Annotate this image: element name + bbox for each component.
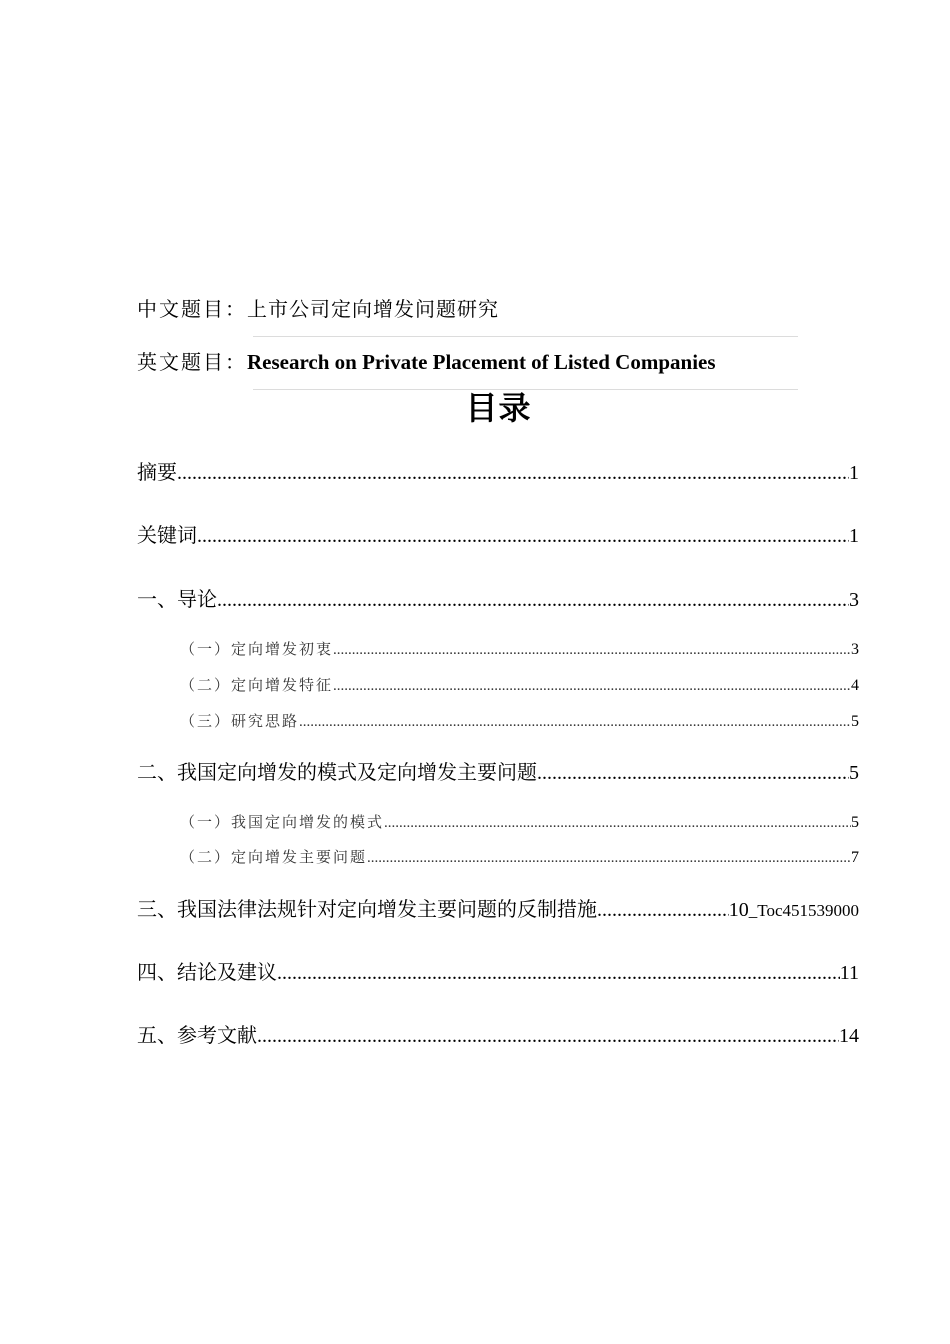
toc-leader <box>197 522 849 550</box>
toc-page-value: 10 <box>728 899 749 921</box>
toc-entry-main-issues[interactable] <box>180 846 859 869</box>
toc-entry-text: 二、我国定向增发的模式及定向增发主要问题 <box>137 760 537 784</box>
toc-entry-models[interactable] <box>180 811 859 834</box>
toc-entry-text: 摘要 <box>137 460 177 484</box>
toc-entry-countermeasures[interactable] <box>137 895 859 925</box>
cn-title-underline <box>253 336 798 337</box>
toc-entry-text: （二）定向增发特征 <box>180 676 334 694</box>
toc-entry-intro-approach[interactable] <box>180 710 859 733</box>
toc-entry-text: 四、结论及建议 <box>137 960 277 984</box>
cn-title-line <box>137 295 499 323</box>
toc-page-number: 7 <box>851 849 859 866</box>
toc-leader <box>384 812 851 834</box>
en-title-label: 英文题目： <box>137 350 247 374</box>
toc-entry-keywords[interactable] <box>137 521 859 550</box>
toc-entry-text: （一）我国定向增发的模式 <box>180 813 385 831</box>
toc-leader <box>217 586 849 614</box>
toc-page-number: 3 <box>851 641 859 658</box>
toc-page-number <box>729 896 859 925</box>
toc-leader <box>299 711 851 733</box>
toc-entry-models-issues[interactable] <box>137 758 859 787</box>
toc-entry-intro-features[interactable] <box>180 674 859 697</box>
toc-leader <box>537 759 849 787</box>
toc-leader <box>177 459 849 487</box>
cn-title-label: 中文题目： <box>137 297 247 321</box>
toc-page-number: 11 <box>839 962 859 984</box>
toc-bookmark-suffix: _Toc451539000 <box>748 901 859 920</box>
toc-entry-abstract[interactable] <box>137 458 859 487</box>
toc-heading: 目录 <box>465 389 532 427</box>
cn-title-value: 上市公司定向增发问题研究 <box>247 297 499 321</box>
toc-page-number: 1 <box>849 462 859 484</box>
toc-page-number: 14 <box>839 1025 859 1047</box>
toc-leader <box>597 896 729 924</box>
toc-entry-introduction[interactable] <box>137 585 859 614</box>
toc-entry-text: （二）定向增发主要问题 <box>180 848 368 866</box>
toc-entry-text: 关键词 <box>137 523 197 547</box>
toc-leader <box>257 1022 839 1050</box>
toc-page-number: 4 <box>851 677 859 694</box>
toc-entry-conclusion[interactable] <box>137 958 859 987</box>
toc-entry-text: 三、我国法律法规针对定向增发主要问题的反制措施 <box>137 897 597 921</box>
toc-page-number: 5 <box>849 762 859 784</box>
toc-leader <box>333 675 851 697</box>
toc-entry-text: 五、参考文献 <box>137 1023 257 1047</box>
en-title-line <box>137 348 716 376</box>
toc-entry-text: 一、导论 <box>137 587 217 611</box>
toc-leader <box>367 847 851 869</box>
toc-entry-intro-purpose[interactable] <box>180 638 859 661</box>
toc-entry-text: （三）研究思路 <box>180 712 300 730</box>
toc-page-number: 5 <box>851 814 859 831</box>
toc-page-number: 3 <box>849 589 859 611</box>
toc-leader <box>333 639 851 661</box>
toc-entry-text: （一）定向增发初衷 <box>180 640 334 658</box>
en-title-value: Research on Private Placement of Listed Companies <box>247 350 716 374</box>
toc-page-number: 5 <box>851 713 859 730</box>
toc-leader <box>277 959 840 987</box>
toc-page-number: 1 <box>849 525 859 547</box>
toc-entry-references[interactable] <box>137 1021 859 1050</box>
